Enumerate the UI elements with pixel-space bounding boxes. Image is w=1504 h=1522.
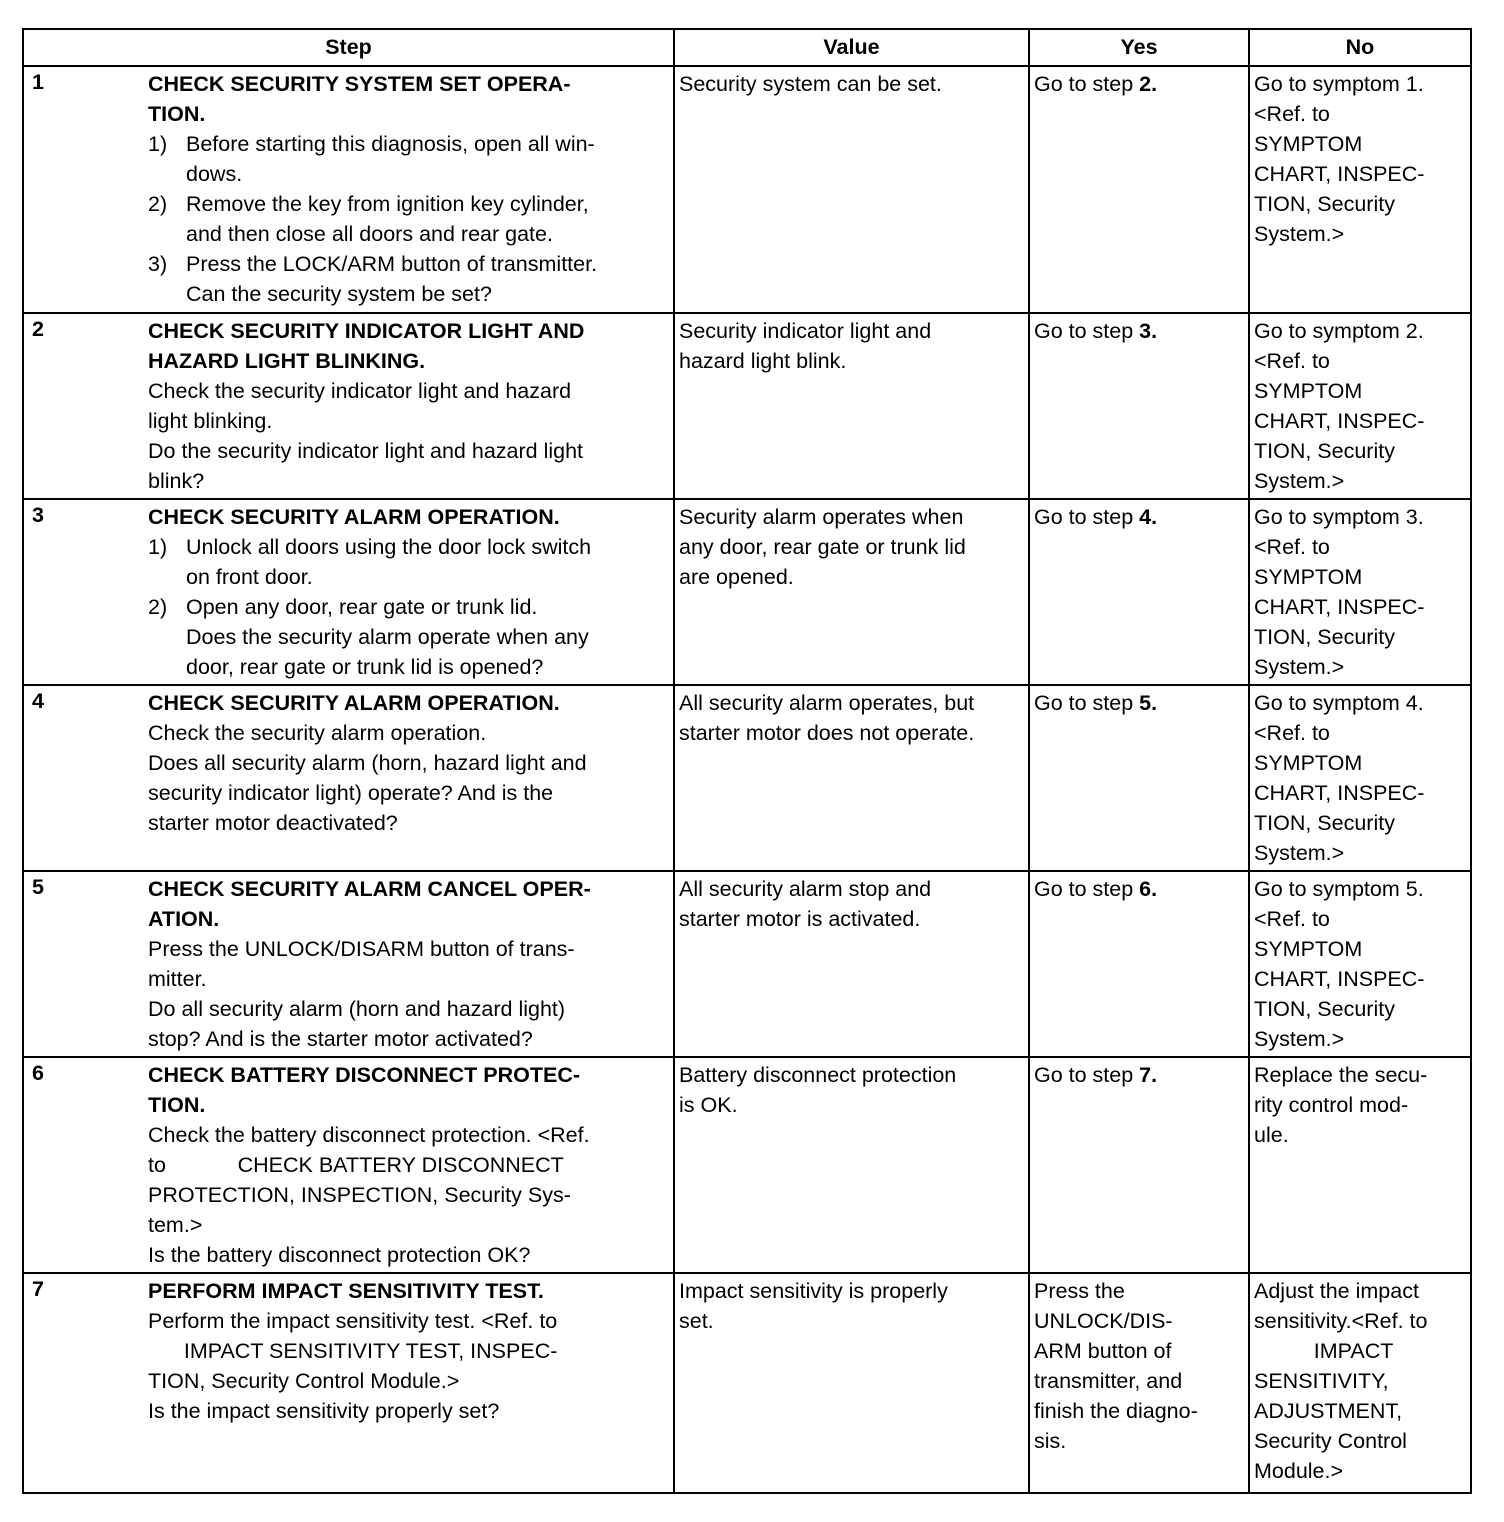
yes-prefix: Go to step: [1034, 505, 1140, 529]
value-text: set.: [679, 1309, 714, 1333]
step-text: to CHECK BATTERY DISCONNECT: [148, 1153, 564, 1177]
step-text: security indicator light) operate? And is the: [148, 781, 554, 805]
no-text: Go to symptom 5.: [1254, 877, 1424, 901]
no-text: Go to symptom 2.: [1254, 319, 1424, 343]
step-text: Do the security indicator light and hazard light: [148, 439, 584, 463]
no-text: Go to symptom 4.: [1254, 691, 1424, 715]
no-text: SYMPTOM: [1254, 565, 1363, 589]
value-text: any door, rear gate or trunk lid: [679, 535, 966, 559]
step-cell: [148, 66, 674, 313]
table-row: [23, 685, 1471, 871]
yes-step-ref: 5.: [1139, 691, 1158, 715]
step-title: TION.: [148, 102, 206, 126]
no-text: <Ref. to: [1254, 349, 1330, 373]
no-text: TION, Security: [1254, 811, 1395, 835]
step-cell: [148, 1057, 674, 1273]
yes-step-ref: 4.: [1139, 505, 1158, 529]
step-text: mitter.: [148, 967, 207, 991]
yes-text: transmitter, and: [1034, 1369, 1183, 1393]
yes-text: finish the diagno-: [1034, 1399, 1198, 1423]
yes-cell: [1029, 1273, 1249, 1493]
step-title: CHECK SECURITY ALARM OPERATION.: [148, 505, 560, 529]
yes-prefix: Go to step: [1034, 691, 1140, 715]
yes-text: [1034, 688, 1244, 718]
step-text: Does all security alarm (horn, hazard light and: [148, 751, 587, 775]
step-title: CHECK SECURITY SYSTEM SET OPERA-: [148, 72, 571, 96]
no-text: CHART, INSPEC-: [1254, 781, 1425, 805]
no-text: SENSITIVITY,: [1254, 1369, 1389, 1393]
no-text: <Ref. to: [1254, 907, 1330, 931]
header-yes: Yes: [1029, 29, 1249, 66]
table-row: [23, 1057, 1471, 1273]
yes-text: [1034, 874, 1244, 904]
yes-text: [1034, 502, 1244, 532]
no-text: <Ref. to: [1254, 102, 1330, 126]
step-number: 6: [23, 1057, 148, 1273]
step-title: ATION.: [148, 907, 220, 931]
yes-text: sis.: [1034, 1429, 1067, 1453]
no-text: Security Control: [1254, 1429, 1407, 1453]
header-row: [23, 29, 1471, 66]
no-text: IMPACT: [1254, 1339, 1394, 1363]
step-number: 3: [23, 499, 148, 685]
value-text: Impact sensitivity is properly: [679, 1279, 948, 1303]
yes-cell: [1029, 871, 1249, 1057]
yes-cell: [1029, 66, 1249, 313]
no-text: CHART, INSPEC-: [1254, 162, 1425, 186]
yes-prefix: Go to step: [1034, 1063, 1140, 1087]
yes-text: [1034, 1060, 1244, 1090]
step-text: dows.: [186, 162, 243, 186]
value-cell: [674, 1273, 1029, 1493]
no-text: TION, Security: [1254, 997, 1395, 1021]
item-number: 2): [148, 192, 168, 216]
step-text: PROTECTION, INSPECTION, Security Sys-: [148, 1183, 571, 1207]
step-cell: [148, 313, 674, 499]
value-cell: [674, 313, 1029, 499]
yes-prefix: Go to step: [1034, 319, 1140, 343]
no-text: ADJUSTMENT,: [1254, 1399, 1403, 1423]
no-cell: [1249, 685, 1471, 871]
value-text: Security alarm operates when: [679, 505, 964, 529]
yes-cell: [1029, 685, 1249, 871]
step-title: CHECK SECURITY ALARM CANCEL OPER-: [148, 877, 591, 901]
yes-cell: [1029, 499, 1249, 685]
step-text: Perform the impact sensitivity test. <Ref. to: [148, 1309, 558, 1333]
table-row: [23, 871, 1471, 1057]
table-row: [23, 499, 1471, 685]
no-text: Replace the secu-: [1254, 1063, 1428, 1087]
no-text: <Ref. to: [1254, 535, 1330, 559]
no-text: rity control mod-: [1254, 1093, 1409, 1117]
step-title: PERFORM IMPACT SENSITIVITY TEST.: [148, 1279, 544, 1303]
value-text: Security system can be set.: [679, 72, 942, 96]
no-text: sensitivity.<Ref. to: [1254, 1309, 1428, 1333]
no-cell: [1249, 871, 1471, 1057]
value-text: Battery disconnect protection: [679, 1063, 957, 1087]
step-list-item: [148, 532, 673, 562]
step-text: Press the UNLOCK/DISARM button of trans-: [148, 937, 575, 961]
step-number: 2: [23, 313, 148, 499]
value-text: hazard light blink.: [679, 349, 847, 373]
step-text: Check the security indicator light and hazard: [148, 379, 572, 403]
header-no: No: [1249, 29, 1471, 66]
step-text: Do all security alarm (horn and hazard light): [148, 997, 566, 1021]
yes-step-ref: 6.: [1139, 877, 1158, 901]
no-text: Module.>: [1254, 1459, 1344, 1483]
no-text: System.>: [1254, 469, 1345, 493]
header-step: Step: [23, 29, 674, 66]
item-text: Press the LOCK/ARM button of transmitter.: [186, 252, 598, 276]
value-text: starter motor is activated.: [679, 907, 921, 931]
table-body: [23, 66, 1471, 1493]
step-text: Does the security alarm operate when any: [186, 625, 589, 649]
no-text: SYMPTOM: [1254, 751, 1363, 775]
no-text: System.>: [1254, 222, 1345, 246]
no-text: SYMPTOM: [1254, 132, 1363, 156]
table-row: [23, 1273, 1471, 1493]
value-text: All security alarm stop and: [679, 877, 932, 901]
step-list-item: [148, 249, 673, 279]
step-text: TION, Security Control Module.>: [148, 1369, 460, 1393]
item-text: Remove the key from ignition key cylinder,: [186, 192, 589, 216]
step-cell: [148, 499, 674, 685]
step-text: Is the battery disconnect protection OK?: [148, 1243, 531, 1267]
no-text: System.>: [1254, 655, 1345, 679]
header-value: Value: [674, 29, 1029, 66]
step-title: CHECK SECURITY ALARM OPERATION.: [148, 691, 560, 715]
value-cell: [674, 871, 1029, 1057]
no-cell: [1249, 1273, 1471, 1493]
step-text: Can the security system be set?: [186, 282, 492, 306]
value-cell: [674, 1057, 1029, 1273]
yes-text: [1034, 69, 1244, 99]
item-text: Unlock all doors using the door lock switch: [186, 535, 592, 559]
no-text: TION, Security: [1254, 439, 1395, 463]
step-number: 1: [23, 66, 148, 313]
value-text: Security indicator light and: [679, 319, 932, 343]
yes-step-ref: 2.: [1139, 72, 1158, 96]
step-text: on front door.: [186, 565, 313, 589]
step-text: stop? And is the starter motor activated?: [148, 1027, 533, 1051]
step-cell: [148, 685, 674, 871]
step-title: TION.: [148, 1093, 206, 1117]
step-text: starter motor deactivated?: [148, 811, 398, 835]
value-cell: [674, 66, 1029, 313]
yes-cell: [1029, 313, 1249, 499]
value-text: is OK.: [679, 1093, 738, 1117]
no-text: CHART, INSPEC-: [1254, 595, 1425, 619]
no-text: TION, Security: [1254, 192, 1395, 216]
diagnosis-table: [22, 28, 1472, 1494]
no-text: ule.: [1254, 1123, 1289, 1147]
value-text: are opened.: [679, 565, 794, 589]
step-number: 7: [23, 1273, 148, 1493]
no-text: SYMPTOM: [1254, 379, 1363, 403]
value-cell: [674, 499, 1029, 685]
yes-prefix: Go to step: [1034, 72, 1140, 96]
step-text: Is the impact sensitivity properly set?: [148, 1399, 500, 1423]
step-text: and then close all doors and rear gate.: [186, 222, 553, 246]
step-list-item: [148, 189, 673, 219]
yes-step-ref: 3.: [1139, 319, 1158, 343]
no-text: Go to symptom 3.: [1254, 505, 1424, 529]
value-text: starter motor does not operate.: [679, 721, 975, 745]
no-cell: [1249, 1057, 1471, 1273]
step-text: Check the security alarm operation.: [148, 721, 487, 745]
yes-text: UNLOCK/DIS-: [1034, 1309, 1173, 1333]
item-number: 1): [148, 535, 168, 559]
step-list-item: [148, 129, 673, 159]
value-text: All security alarm operates, but: [679, 691, 975, 715]
no-cell: [1249, 313, 1471, 499]
yes-text: Press the: [1034, 1279, 1125, 1303]
yes-cell: [1029, 1057, 1249, 1273]
value-cell: [674, 685, 1029, 871]
yes-prefix: Go to step: [1034, 877, 1140, 901]
no-text: Adjust the impact: [1254, 1279, 1419, 1303]
item-text: Before starting this diagnosis, open all win-: [186, 132, 595, 156]
table-row: [23, 313, 1471, 499]
no-text: CHART, INSPEC-: [1254, 409, 1425, 433]
no-text: Go to symptom 1.: [1254, 72, 1424, 96]
step-cell: [148, 1273, 674, 1493]
yes-text: [1034, 316, 1244, 346]
step-text: Check the battery disconnect protection. <Ref.: [148, 1123, 590, 1147]
yes-step-ref: 7.: [1139, 1063, 1158, 1087]
step-cell: [148, 871, 674, 1057]
yes-text: ARM button of: [1034, 1339, 1172, 1363]
step-title: CHECK SECURITY INDICATOR LIGHT AND: [148, 319, 585, 343]
step-text: tem.>: [148, 1213, 203, 1237]
step-list-item: [148, 592, 673, 622]
step-title: CHECK BATTERY DISCONNECT PROTEC-: [148, 1063, 581, 1087]
no-text: System.>: [1254, 1027, 1345, 1051]
no-cell: [1249, 499, 1471, 685]
no-text: CHART, INSPEC-: [1254, 967, 1425, 991]
step-number: 5: [23, 871, 148, 1057]
no-text: System.>: [1254, 841, 1345, 865]
step-title: HAZARD LIGHT BLINKING.: [148, 349, 426, 373]
no-cell: [1249, 66, 1471, 313]
step-text: door, rear gate or trunk lid is opened?: [186, 655, 544, 679]
item-number: 1): [148, 132, 168, 156]
item-number: 3): [148, 252, 168, 276]
step-text: light blinking.: [148, 409, 273, 433]
step-text: IMPACT SENSITIVITY TEST, INSPEC-: [148, 1339, 558, 1363]
table-row: [23, 66, 1471, 313]
item-number: 2): [148, 595, 168, 619]
step-text: blink?: [148, 469, 205, 493]
no-text: SYMPTOM: [1254, 937, 1363, 961]
item-text: Open any door, rear gate or trunk lid.: [186, 595, 538, 619]
no-text: TION, Security: [1254, 625, 1395, 649]
no-text: <Ref. to: [1254, 721, 1330, 745]
step-number: 4: [23, 685, 148, 871]
